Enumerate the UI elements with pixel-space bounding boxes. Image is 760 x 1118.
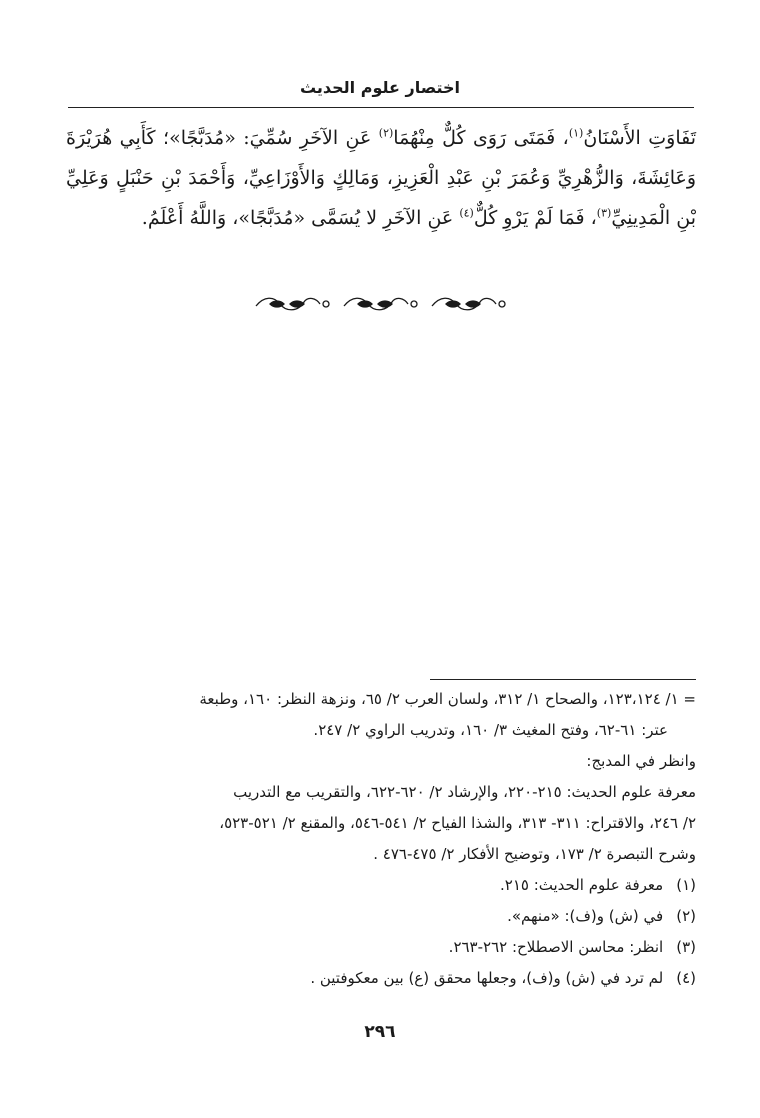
main-line-3-part-3: عَنِ الآخَرِ لا يُسَمَّى «مُدَبَّجًا»، وَاللَّهُ <box>189 207 460 229</box>
note-continuation-line-1: = ١/ ١٢٣،١٢٤، والصحاح ١/ ٣١٢، ولسان العرب ٢/ ٦٥، ونزهة النظر: ١٦٠، وطبعة <box>199 690 696 708</box>
note-continuation-line-3: وانظر في المدبج: <box>586 752 696 770</box>
main-line-4: أَعْلَمُ. <box>141 207 184 229</box>
main-line-2: كَأَبِي هُرَيْرَةَ وَعَائِشَةَ، وَالزُّهْرِيِّ وَعُمَرَ بْنِ عَبْدِ الْعَزِيزِ، وَمَالِكٍ وَالأَوْزَاعِيِّ، وَأَحْمَدَ بْنِ <box>66 127 697 189</box>
footnote-1-mark: (١) <box>676 876 696 894</box>
ornament-motif-2 <box>344 298 417 310</box>
note-continuation-line-5: ٢/ ٢٤٦، والاقتراح: ٣١١- ٣١٣، والشذا الفياح ٢/ ٥٤١-٥٤٦، والمقنع ٢/ ٥٢١-٥٢٣، <box>219 814 696 832</box>
footnote-3-text: انظر: محاسن الاصطلاح: ٢٦٢-٢٦٣. <box>448 938 664 956</box>
footnote-ref-1[interactable]: (١) <box>568 126 584 140</box>
main-line-3-part-2: ، فَمَا لَمْ يَرْوِ كُلٌّ <box>473 207 597 229</box>
footnote-ref-4[interactable]: (٤) <box>459 206 474 220</box>
footnote-4-text: لم ترد في (ش) و(ف)، وجعلها محقق (ع) بين معكوفتين . <box>310 969 664 987</box>
main-line-1-part-2: ، فَمَتَى رَوَى كُلٌّ مِنْهُمَا <box>393 127 569 149</box>
header-rule <box>68 107 694 108</box>
main-line-3-part-1: حَنْبَلٍ وَعَلِيِّ بْنِ الْمَدِينِيِّ <box>66 167 696 229</box>
floral-divider-icon <box>250 290 510 318</box>
footnote-3-mark: (٣) <box>676 938 696 956</box>
main-text <box>66 118 696 238</box>
footnote-1 <box>66 870 696 901</box>
ornament-motif-3 <box>432 298 505 310</box>
footnote-3 <box>66 932 696 963</box>
footnote-2-mark: (٢) <box>676 907 696 925</box>
footnote-ref-2[interactable]: (٢) <box>378 126 394 140</box>
running-title: اختصار علوم الحديث <box>299 78 461 97</box>
note-continuation-line-4: معرفة علوم الحديث: ٢١٥-٢٢٠، والإرشاد ٢/ ٦٢٠-٦٢٢، والتقريب مع التدريب <box>233 783 696 801</box>
note-continuation-line-6: وشرح التبصرة ٢/ ١٧٣، وتوضيح الأفكار ٢/ ٤٧٥-٤٧٦ . <box>373 845 696 863</box>
footnote-4 <box>66 963 696 994</box>
ornament-motif-1 <box>256 298 329 310</box>
main-line-1-part-1: تَفَاوَتِ الأَسْنَانُ <box>583 127 697 149</box>
footnote-rule <box>430 679 696 680</box>
page-number: ٢٩٦ <box>364 1022 396 1042</box>
footnote-2-text: في (ش) و(ف): «منهم». <box>507 907 664 925</box>
footnote-2 <box>66 901 696 932</box>
footnote-ref-3[interactable]: (٣) <box>596 206 612 220</box>
note-continuation-line-2: عتر: ٦١-٦٢، وفتح المغيث ٣/ ١٦٠، وتدريب الراوي ٢/ ٢٤٧. <box>313 721 668 739</box>
footnote-1-text: معرفة علوم الحديث: ٢١٥. <box>499 876 664 894</box>
main-line-1-part-3: عَنِ الآخَرِ سُمِّيَ: «مُدَبَّجًا»؛ <box>163 127 379 149</box>
footnote-4-mark: (٤) <box>676 969 696 987</box>
footnotes-section <box>66 684 696 994</box>
